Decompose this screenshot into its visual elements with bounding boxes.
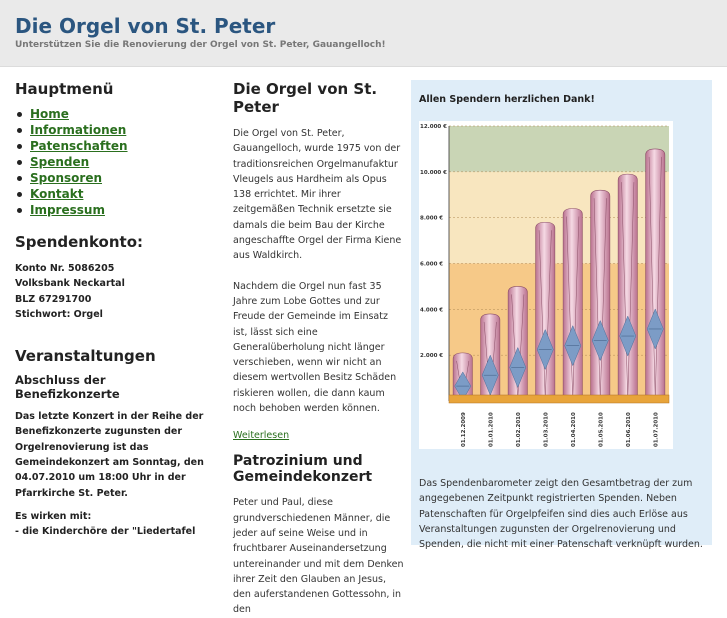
chart-y-tick-label: 12.000 € [420, 124, 447, 130]
menu-link-informationen[interactable]: Informationen [30, 123, 127, 137]
menu-link-sponsoren[interactable]: Sponsoren [30, 171, 103, 185]
chart-y-tick-label: 2.000 € [420, 353, 444, 360]
menu-item-informationen [15, 122, 210, 138]
main-content [233, 80, 405, 618]
chart-x-tick-label: 01.01.2010 [488, 412, 495, 447]
donation-thanks: Allen Spendern herzlichen Dank! [419, 94, 595, 105]
menu-item-home [15, 106, 210, 122]
chart-y-tick-label: 6.000 € [420, 261, 444, 268]
article-paragraph-1: Die Orgel von St. Peter, Gauangelloch, wurde 1975 von der traditionsreichen Orgelmanufaktur Vleugels aus Hardheim als Opus 138 errichtet. Mir ihrer zeitgemäßen Technik ersetzte sie damals die beim Bau der Kirche angeschaffte Orgel der Firma Kiene aus Waldkirch. [233, 128, 402, 262]
chart-x-tick-label: 01.03.2010 [543, 412, 550, 447]
patrozinium-text: Peter und Paul, diese grundverschiedenen Männer, die jeder auf seine Weise und in fruchtbarer Auseinandersetzung untereinander und mit dem Denken ihrer Zeit den Glauben an Jesus, den auferstandenen Gottessohn, in den [233, 497, 404, 616]
events-subtitle: Abschluss der Benefizkonzerte [15, 373, 120, 402]
konto-number: Konto Nr. 5086205 [15, 263, 115, 274]
menu-link-impressum[interactable]: Impressum [30, 203, 105, 217]
menu-item-patenschaften [15, 138, 210, 154]
chart-x-tick-label: 01.02.2010 [515, 412, 522, 447]
article-paragraph-2: Nachdem die Orgel nun fast 35 Jahre zum Lobe Gottes und zur Freude der Gemeinde im Einsatz ist, lässt sich eine Generalüberholung nicht länger verschieben, wenn wir nicht an diesem wertvollen Besitz Schäden riskieren wollen, die dann kaum noch behoben werden können. [233, 280, 397, 415]
chart-y-tick-label: 10.000 € [420, 169, 447, 176]
events-title: Veranstaltungen [15, 347, 156, 366]
article-title: Die Orgel von St. Peter [233, 80, 378, 116]
konto-keyword: Stichwort: Orgel [15, 308, 103, 320]
chart-bar [618, 174, 637, 399]
barometer-description: Das Spendenbarometer zeigt den Gesamtbetrag der zum angegebenen Zeitpunkt registrierten Spenden. Neben Patenschaften für Orgelpfeifen sind dies auch Erlöse aus Veranstaltungen zugunsten der Orgelrenovierung und Spenden, die nicht mit einer Patenschaft verknüpft wurden. [419, 478, 703, 551]
donation-barometer-chart [419, 121, 673, 449]
chart-x-tick-label: 01.12.2009 [460, 412, 467, 447]
chart-x-tick-label: 01.06.2010 [625, 412, 632, 447]
menu-link-patenschaften[interactable]: Patenschaften [30, 139, 128, 153]
chart-bar [563, 209, 582, 400]
konto-blz: BLZ 67291700 [15, 293, 92, 305]
chart-bar [646, 149, 665, 399]
patrozinium-title: Patrozinium und Gemeindekonzert [233, 453, 373, 486]
events-contributors-label: Es wirken mit: [15, 510, 92, 522]
menu-title: Hauptmenü [15, 80, 114, 98]
chart-x-tick-label: 01.04.2010 [570, 412, 577, 447]
menu-link-home[interactable]: Home [30, 107, 69, 121]
menu-item-impressum [15, 202, 210, 218]
events-text: Das letzte Konzert in der Reihe der Benefizkonzerte zugunsten der Orgelrenovierung ist das Gemeindekonzert am Sonntag, den 04.07.2010 um 18:00 Uhr in der Pfarrkirche St. Peter. [15, 411, 204, 499]
events-contributor-line: - die Kinderchöre der "Liedertafel [15, 526, 196, 538]
konto-bank: Volksbank Neckartal [15, 278, 125, 290]
chart-bar [536, 222, 555, 399]
chart-base-strip [449, 395, 669, 403]
menu-item-spenden [15, 154, 210, 170]
events-text-2 [15, 509, 210, 540]
read-more-link[interactable]: Weiterlesen [233, 430, 290, 442]
sidebar [15, 80, 210, 540]
chart-y-tick-label: 4.000 € [420, 307, 444, 314]
chart-x-tick-label: 01.07.2010 [653, 412, 660, 447]
site-title[interactable]: Die Orgel von St. Peter [15, 14, 276, 38]
main-menu [15, 106, 210, 218]
chart-x-tick-label: 01.05.2010 [598, 412, 605, 447]
site-header [0, 0, 727, 67]
chart-band-top [449, 126, 669, 172]
donation-panel [411, 80, 712, 551]
menu-item-kontakt [15, 186, 210, 202]
menu-link-spenden[interactable]: Spenden [30, 155, 90, 169]
chart-bar [591, 190, 610, 399]
menu-item-sponsoren [15, 170, 210, 186]
chart-y-tick-label: 8.000 € [420, 215, 444, 222]
konto-title: Spendenkonto: [15, 233, 144, 251]
site-subtitle: Unterstützen Sie die Renovierung der Orgel von St. Peter, Gauangelloch! [15, 40, 386, 50]
menu-link-kontakt[interactable]: Kontakt [30, 187, 84, 201]
